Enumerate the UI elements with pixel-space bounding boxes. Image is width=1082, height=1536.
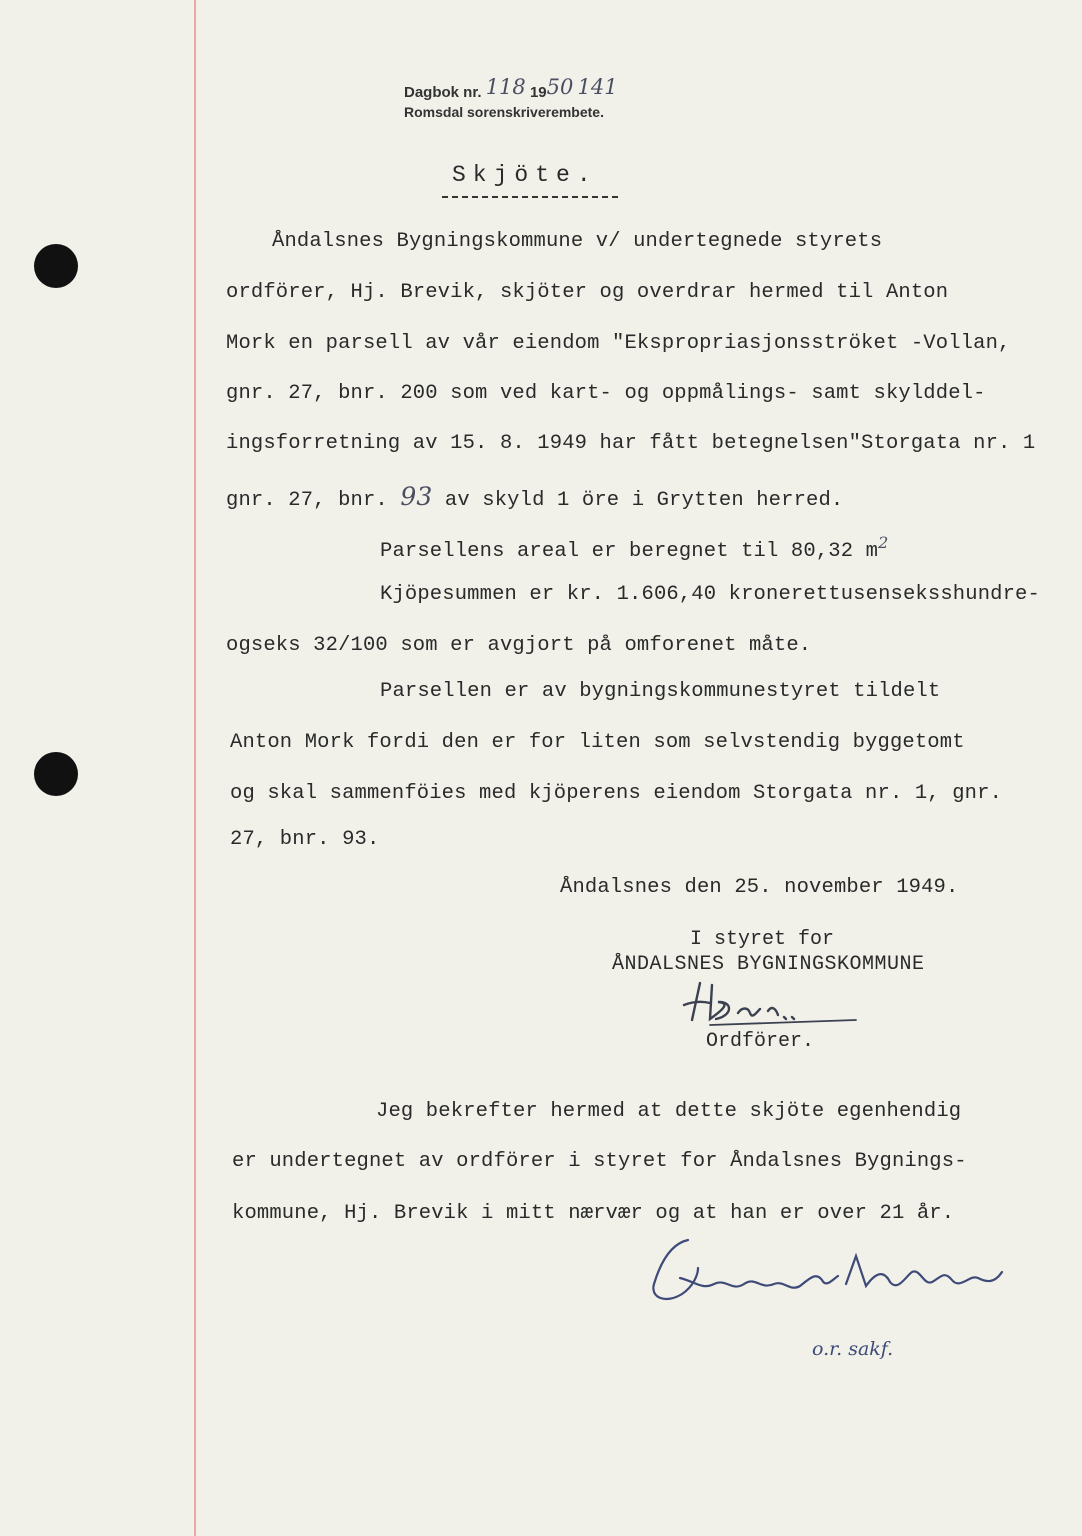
chairman-signature [680,975,870,1035]
chairman-role: Ordförer. [706,1030,815,1053]
office-name: Romsdal sorenskriverembete. [404,104,604,120]
witness-title: o.r. sakf. [812,1338,894,1360]
price-line: ogseks 32/100 som er avgjort på omforenet måte. [226,634,812,657]
body-line: ordförer, Hj. Brevik, skjöter og overdrar hermed til Anton [226,281,949,304]
body-line: ingsforretning av 15. 8. 1949 har fått betegnelsen"Storgata nr. 1 [226,432,1036,455]
body-line: Mork en parsell av vår eiendom "Ekspropriasjonsströket -Vollan, [226,332,1011,355]
margin-rule [194,0,196,1536]
chairman-signature-text: HjBrev. [780,1013,785,1014]
attestation-line: kommune, Hj. Brevik i mitt nærvær og at han er over 21 år. [232,1202,955,1225]
attestation-line: er undertegnet av ordförer i styret for Åndalsnes Bygnings- [232,1150,967,1173]
binder-hole-bottom [34,752,78,796]
binder-hole-top [34,244,78,288]
dateline: Åndalsnes den 25. november 1949. [560,876,959,899]
board-line: I styret for [690,928,835,951]
allocation-line: 27, bnr. 93. [230,828,380,851]
body-line: Åndalsnes Bygningskommune v/ undertegnede styrets [272,230,883,253]
dagbok-label: Dagbok nr. [404,84,482,101]
title-underline [442,196,618,198]
body-line: gnr. 27, bnr. 200 som ved kart- og oppmålings- samt skylddel- [226,382,986,405]
allocation-line: Anton Mork fordi den er for liten som selvstendig byggetomt [230,731,965,754]
year-suffix: 50 [546,75,574,99]
price-line: Kjöpesummen er kr. 1.606,40 kronerettusenseksshundre- [380,583,1040,606]
witness-signature-text: Annund Vorheim [820,1274,829,1275]
document-title: Skjöte. [452,162,598,188]
allocation-line: og skal sammenföies med kjöperens eiendom Storgata nr. 1, gnr. [230,782,1003,805]
parcel-number-handwritten: 93 [400,482,433,511]
dagbok-line [404,75,618,103]
dagbok-number: 118 [485,75,526,99]
parcel-suffix: av skyld 1 öre i Grytten herred. [444,489,844,512]
body-line-parcel [226,482,843,512]
area-text: Parsellens areal er beregnet til 80,32 m [380,539,879,563]
parcel-prefix: gnr. 27, bnr. [226,489,388,512]
allocation-line: Parsellen er av bygningskommunestyret tildelt [380,680,941,703]
witness-signature [640,1234,1020,1314]
registry-stamp [404,75,618,121]
extra-number: 141 [577,75,618,99]
year-prefix: 19 [529,84,547,101]
attestation-line: Jeg bekrefter hermed at dette skjöte egenhendig [376,1100,962,1123]
municipality-name: ÅNDALSNES BYGNINGSKOMMUNE [612,953,925,976]
area-line [380,533,888,563]
area-superscript: 2 [878,533,889,552]
